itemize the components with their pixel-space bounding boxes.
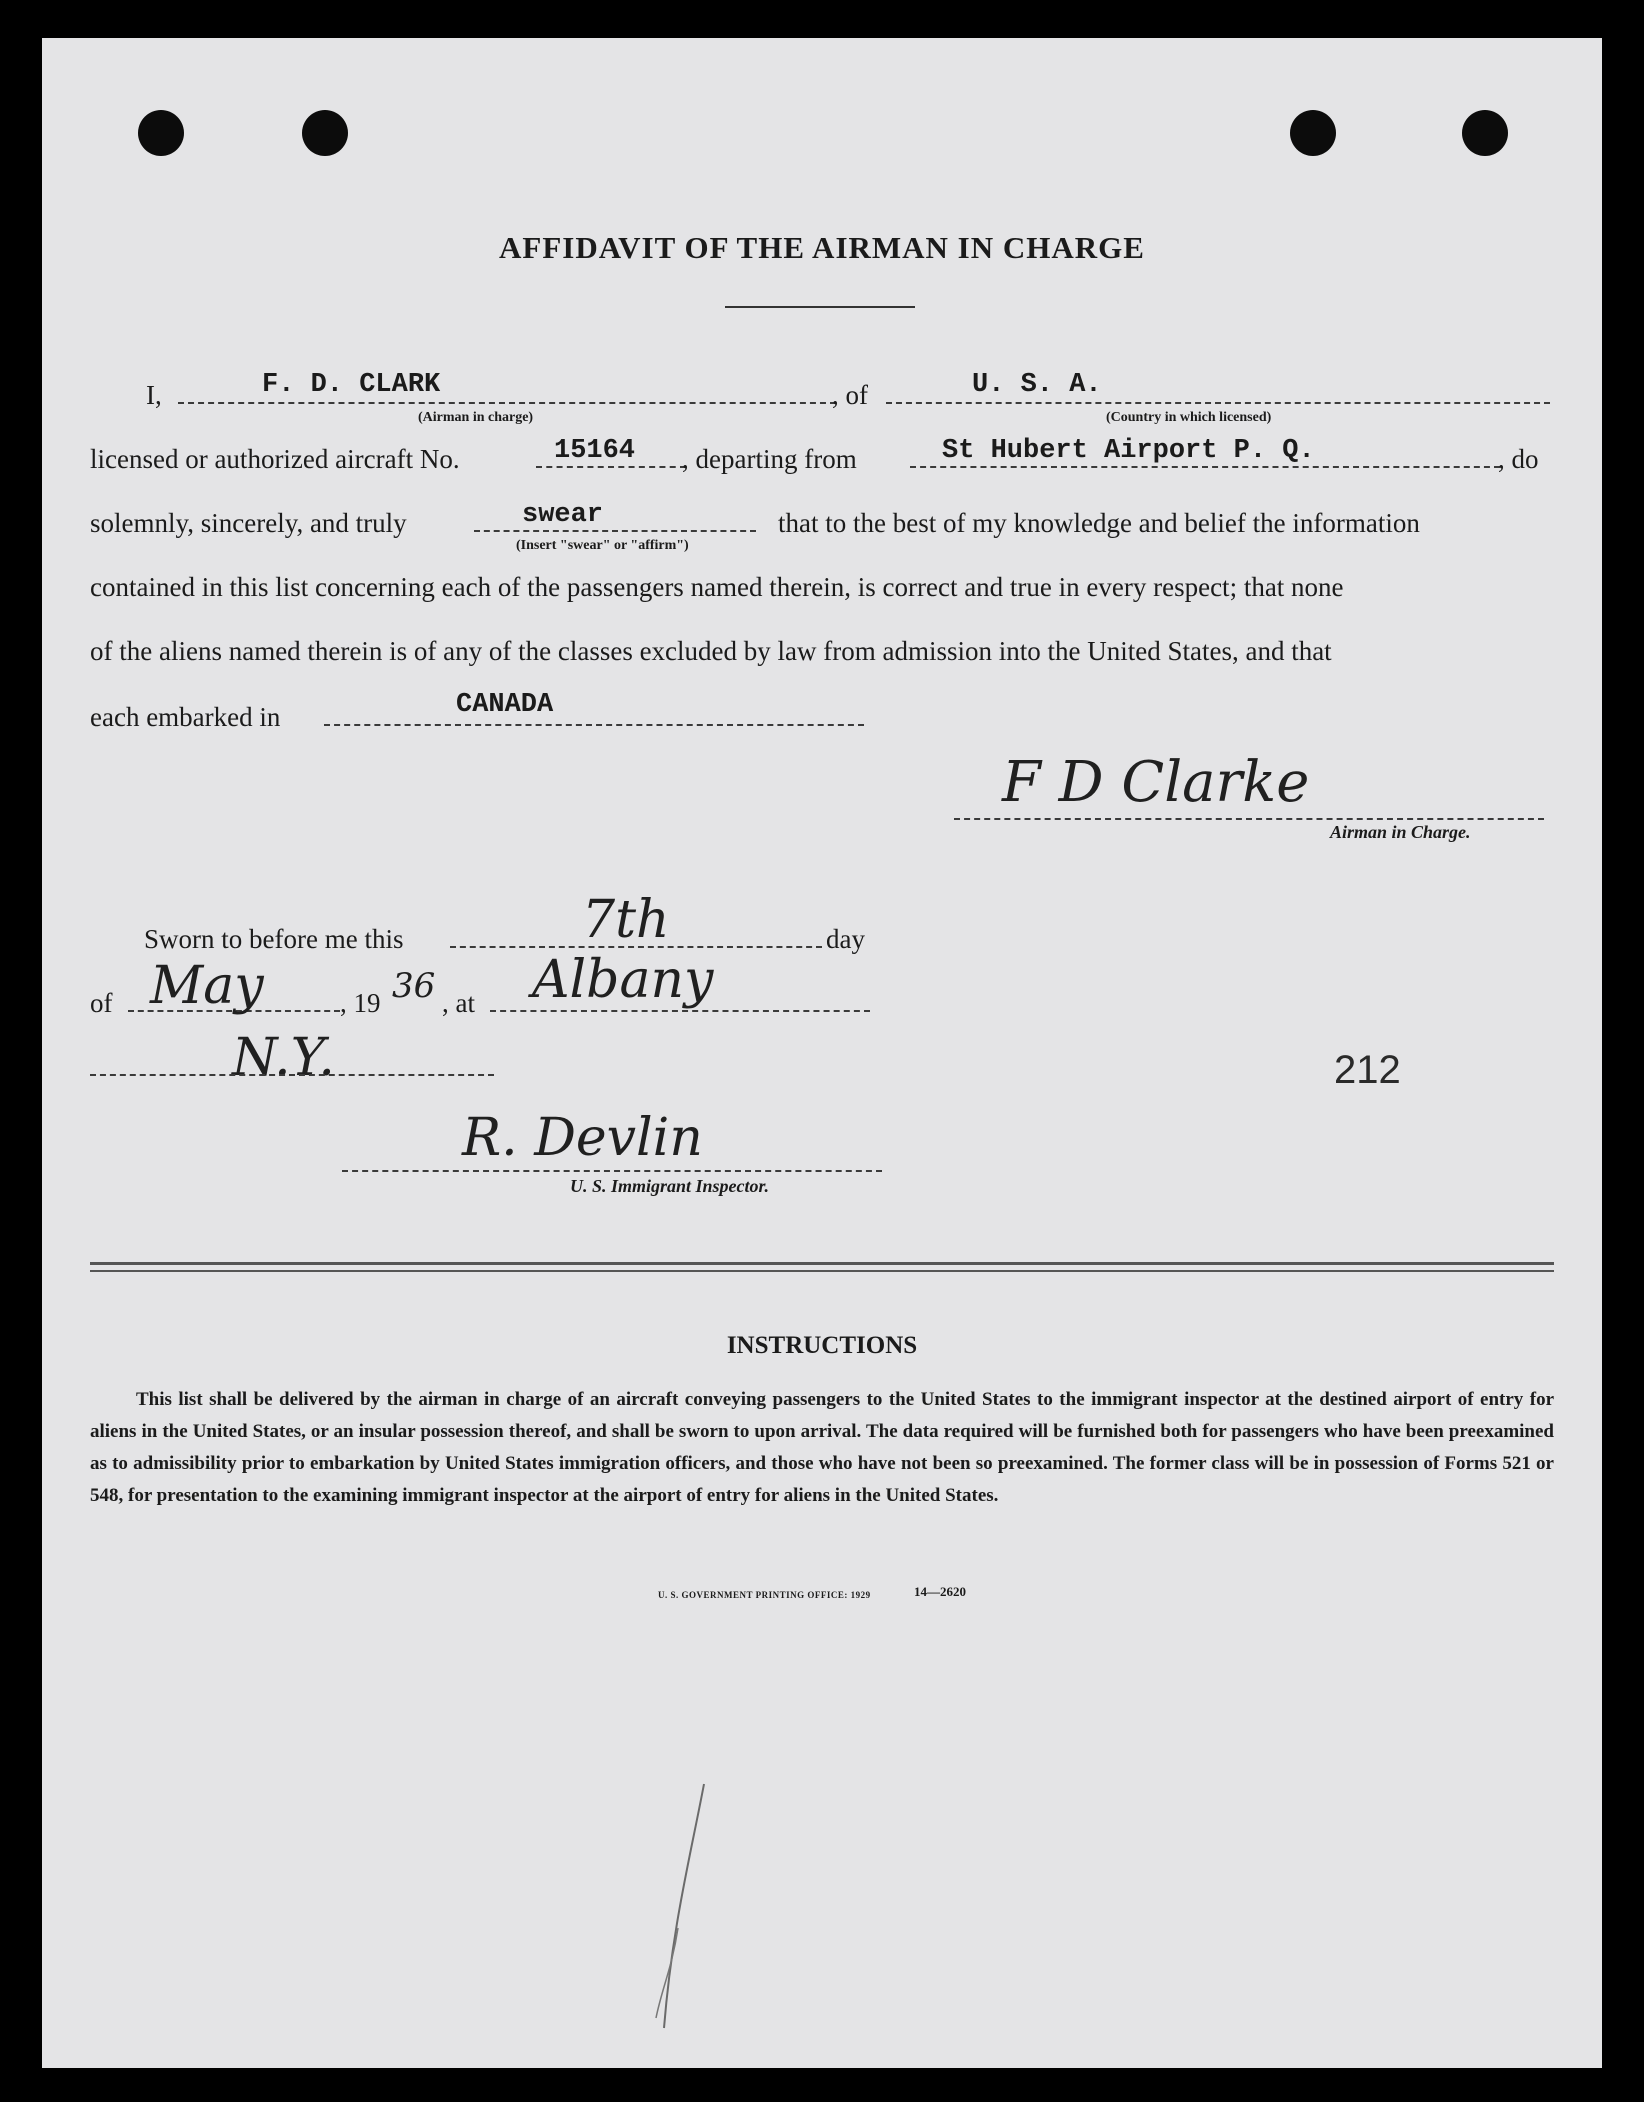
oath-value: swear: [522, 500, 604, 530]
country-caption: (Country in which licensed): [1106, 410, 1272, 425]
airman-signature: F D Clarke: [1002, 750, 1310, 815]
punch-hole: [1290, 110, 1336, 156]
sworn-day-word: day: [826, 924, 865, 954]
line5-text: of the aliens named therein is of any of the classes excluded by law from admission into the United States, and that: [90, 636, 1332, 666]
pencil-mark: [642, 1778, 722, 2038]
airman-signature-line: [954, 818, 1544, 820]
airman-signature-caption: Airman in Charge.: [1330, 822, 1471, 842]
embarked-value: CANADA: [456, 690, 554, 720]
sworn-prefix: Sworn to before me this: [144, 924, 404, 954]
punch-hole: [138, 110, 184, 156]
punch-hole: [302, 110, 348, 156]
sworn-month-value: May: [150, 956, 264, 1016]
sworn-place-line: [490, 1010, 870, 1012]
line3-suffix: that to the best of my knowledge and belief the information: [778, 508, 1420, 538]
aircraft-no-value: 15164: [554, 436, 636, 466]
title-rule: [725, 306, 915, 308]
sworn-state-line: [90, 1074, 494, 1076]
line2-suffix: , do: [1498, 444, 1539, 474]
sworn-year-prefix: , 19: [340, 988, 381, 1018]
inspector-caption: U. S. Immigrant Inspector.: [570, 1176, 770, 1196]
line6-prefix: each embarked in: [90, 702, 281, 732]
oath-caption: (Insert "swear" or "affirm"): [516, 538, 689, 553]
airman-name-caption: (Airman in charge): [418, 410, 534, 425]
separator-rule: [90, 1262, 1554, 1265]
sworn-place-value: Albany: [532, 950, 714, 1010]
line2-departing: , departing from: [682, 444, 857, 474]
line2-prefix: licensed or authorized aircraft No.: [90, 444, 460, 474]
airman-name-line: [178, 402, 836, 404]
printer-imprint: U. S. GOVERNMENT PRINTING OFFICE: 1929: [658, 1590, 871, 1600]
instructions-title: INSTRUCTIONS: [726, 1332, 918, 1359]
form-title: AFFIDAVIT OF THE AIRMAN IN CHARGE: [499, 230, 1145, 265]
departure-line: [910, 466, 1500, 468]
sworn-at: , at: [442, 988, 475, 1018]
departure-value: St Hubert Airport P. Q.: [942, 436, 1315, 466]
sworn-of: of: [90, 988, 113, 1018]
embarked-line: [324, 724, 864, 726]
punch-hole: [1462, 110, 1508, 156]
sworn-day-value: 7th: [582, 890, 670, 950]
inspector-signature-line: [342, 1170, 882, 1172]
sworn-year-value: 36: [392, 966, 436, 1006]
line1-prefix: I,: [146, 380, 162, 410]
document-page: [42, 38, 1602, 2068]
sworn-state-value: N.Y.: [232, 1028, 335, 1088]
aircraft-no-line: [536, 466, 686, 468]
oath-line: [474, 530, 756, 532]
line4-text: contained in this list concerning each of the passengers named therein, is correct and true in every respect; that none: [90, 572, 1344, 602]
form-number: 14—2620: [914, 1584, 966, 1599]
inspector-signature: R. Devlin: [462, 1108, 703, 1168]
country-line: [886, 402, 1550, 404]
line3-prefix: solemnly, sincerely, and truly: [90, 508, 407, 538]
instructions-text: This list shall be delivered by the airman in charge of an aircraft conveying passengers to the United States to the immigrant inspector at the destined airport of entry for aliens in the United States, or an insular possession thereof, and shall be sworn to upon arrival. The data required will be furnished both for passengers who have been preexamined as to admissibility prior to embarkation by United States immigration officers, and those who have not been so preexamined. The former class will be in possession of Forms 521 or 548, for presentation to the examining immigrant inspector at the airport of entry for aliens in the United States.: [90, 1389, 1554, 1506]
airman-name-value: F. D. CLARK: [262, 370, 441, 400]
page-number: 212: [1334, 1048, 1401, 1092]
country-value: U. S. A.: [972, 370, 1102, 400]
line1-of: , of: [832, 380, 868, 410]
separator-rule: [90, 1270, 1554, 1272]
